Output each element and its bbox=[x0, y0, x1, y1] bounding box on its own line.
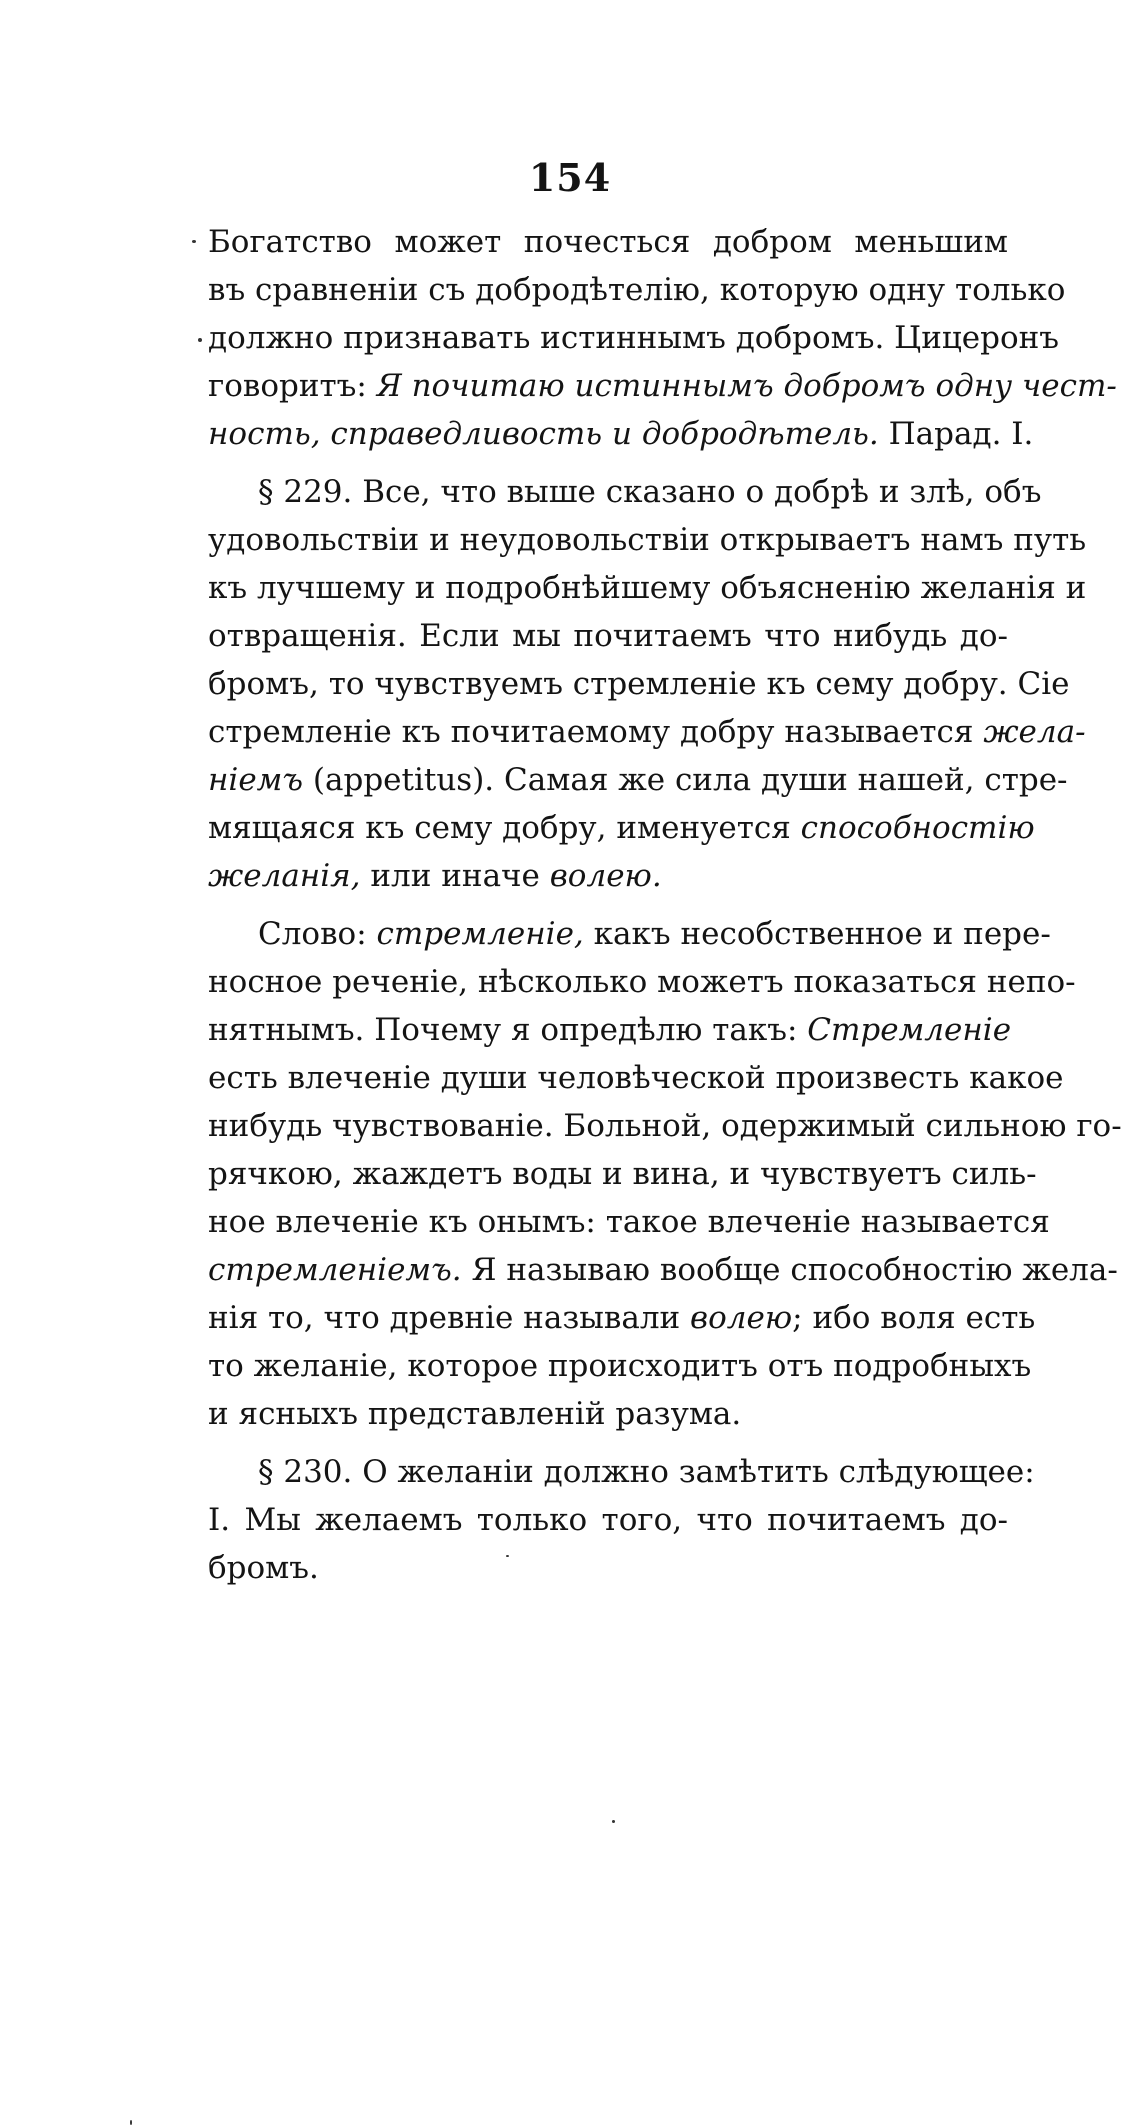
text-line bbox=[208, 612, 1008, 660]
text-run: I. Мы желаемъ только того, что почитаемъ до- bbox=[208, 1502, 1008, 1538]
text-line bbox=[208, 362, 1117, 410]
text-line bbox=[208, 1544, 1008, 1592]
text-line bbox=[208, 708, 1086, 756]
text-run: стремленіе къ почитаемому добру называется bbox=[208, 714, 984, 750]
text-run: нятнымъ. Почему я опредѣлю такъ: bbox=[208, 1012, 808, 1048]
italic-text-run: желанія, bbox=[208, 858, 361, 894]
text-line bbox=[208, 516, 1087, 564]
text-line bbox=[208, 852, 1008, 900]
text-line bbox=[208, 564, 1087, 612]
text-line bbox=[208, 1390, 1008, 1438]
text-line bbox=[208, 410, 1034, 458]
text-line bbox=[208, 910, 1051, 958]
text-line bbox=[208, 1054, 1064, 1102]
text-run: § 229. Все, что выше сказано о добрѣ и злѣ, объ bbox=[258, 474, 1042, 510]
italic-text-run: ніемъ bbox=[208, 762, 304, 798]
text-run: удовольствіи и неудовольствіи открываетъ намъ путь bbox=[208, 522, 1087, 558]
text-run: и ясныхъ представленій разума. bbox=[208, 1396, 742, 1432]
text-run: ное влеченіе къ онымъ: такое влеченіе называется bbox=[208, 1204, 1050, 1240]
italic-text-run: стремленіе, bbox=[376, 916, 584, 952]
text-line bbox=[208, 1006, 1012, 1054]
paragraph-gap bbox=[208, 458, 1008, 468]
scan-speck bbox=[612, 1820, 615, 1823]
italic-text-run: Я почитаю истиннымъ добромъ одну чест- bbox=[376, 368, 1117, 404]
text-run: рячкою, жаждетъ воды и вина, и чувствуетъ силь- bbox=[208, 1156, 1037, 1192]
text-line bbox=[208, 756, 1068, 804]
text-line bbox=[208, 468, 1042, 516]
text-run: есть влеченіе души человѣческой произвесть какое bbox=[208, 1060, 1064, 1096]
italic-text-run: волею bbox=[690, 1300, 793, 1336]
text-run: въ сравненіи съ добродѣтелію, которую одну только bbox=[208, 272, 1066, 308]
text-run: говоритъ: bbox=[208, 368, 377, 404]
text-line bbox=[208, 804, 1035, 852]
italic-text-run: ность, справедливость и добродѣтель. bbox=[208, 416, 879, 452]
page-number: 154 bbox=[528, 155, 612, 200]
text-run: Я называю вообще способностію жела- bbox=[461, 1252, 1118, 1288]
text-line bbox=[208, 1102, 1122, 1150]
italic-text-run: стремленіемъ. bbox=[208, 1252, 462, 1288]
text-line bbox=[208, 266, 1066, 314]
italic-text-run: Стремленіе bbox=[807, 1012, 1012, 1048]
text-run: бромъ. bbox=[208, 1550, 319, 1586]
text-run: отвращенія. Если мы почитаемъ что нибудь до- bbox=[208, 618, 1008, 654]
text-run: нибудь чувствованіе. Больной, одержимый сильною го- bbox=[208, 1108, 1122, 1144]
text-run: ; ибо воля есть bbox=[792, 1300, 1036, 1336]
text-line bbox=[208, 1342, 1032, 1390]
scan-speck bbox=[506, 1555, 509, 1557]
text-run: нія то, что древніе называли bbox=[208, 1300, 691, 1336]
text-run: мящаяся къ сему добру, именуется bbox=[208, 810, 801, 846]
text-run: § 230. О желаніи должно замѣтить слѣдующее: bbox=[258, 1454, 1035, 1490]
scan-speck bbox=[130, 2120, 132, 2125]
text-line bbox=[208, 218, 1008, 266]
scan-speck bbox=[198, 338, 202, 342]
text-run: (appetitus). Самая же сила души нашей, стре- bbox=[303, 762, 1068, 798]
text-run: какъ несобственное и пере- bbox=[583, 916, 1051, 952]
text-run: Слово: bbox=[258, 916, 377, 952]
text-line bbox=[208, 1246, 1118, 1294]
body-text bbox=[208, 218, 1122, 1592]
italic-text-run: волею. bbox=[549, 858, 662, 894]
text-run: то желаніе, которое происходитъ отъ подробныхъ bbox=[208, 1348, 1032, 1384]
text-line bbox=[208, 314, 1060, 362]
text-line bbox=[208, 1448, 1035, 1496]
text-line bbox=[208, 1198, 1050, 1246]
text-line bbox=[208, 660, 1070, 708]
text-run: или иначе bbox=[360, 858, 550, 894]
text-line bbox=[208, 1150, 1037, 1198]
text-run: Богатство может почесться добром меньшим bbox=[208, 224, 1008, 260]
scan-speck bbox=[192, 240, 196, 243]
text-run: къ лучшему и подробнѣйшему объясненію желанія и bbox=[208, 570, 1087, 606]
paragraph-gap bbox=[208, 900, 1008, 910]
italic-text-run: жела- bbox=[983, 714, 1086, 750]
text-run: бромъ, то чувствуемъ стремленіе къ сему добру. Сіе bbox=[208, 666, 1070, 702]
text-run: Парад. I. bbox=[878, 416, 1034, 452]
italic-text-run: способностію bbox=[800, 810, 1035, 846]
text-line bbox=[208, 1294, 1036, 1342]
text-line bbox=[208, 958, 1076, 1006]
paragraph-gap bbox=[208, 1438, 1008, 1448]
text-run: носное реченіе, нѣсколько можетъ показаться непо- bbox=[208, 964, 1076, 1000]
text-run: должно признавать истиннымъ добромъ. Цицеронъ bbox=[208, 320, 1060, 356]
text-line bbox=[208, 1496, 1008, 1544]
